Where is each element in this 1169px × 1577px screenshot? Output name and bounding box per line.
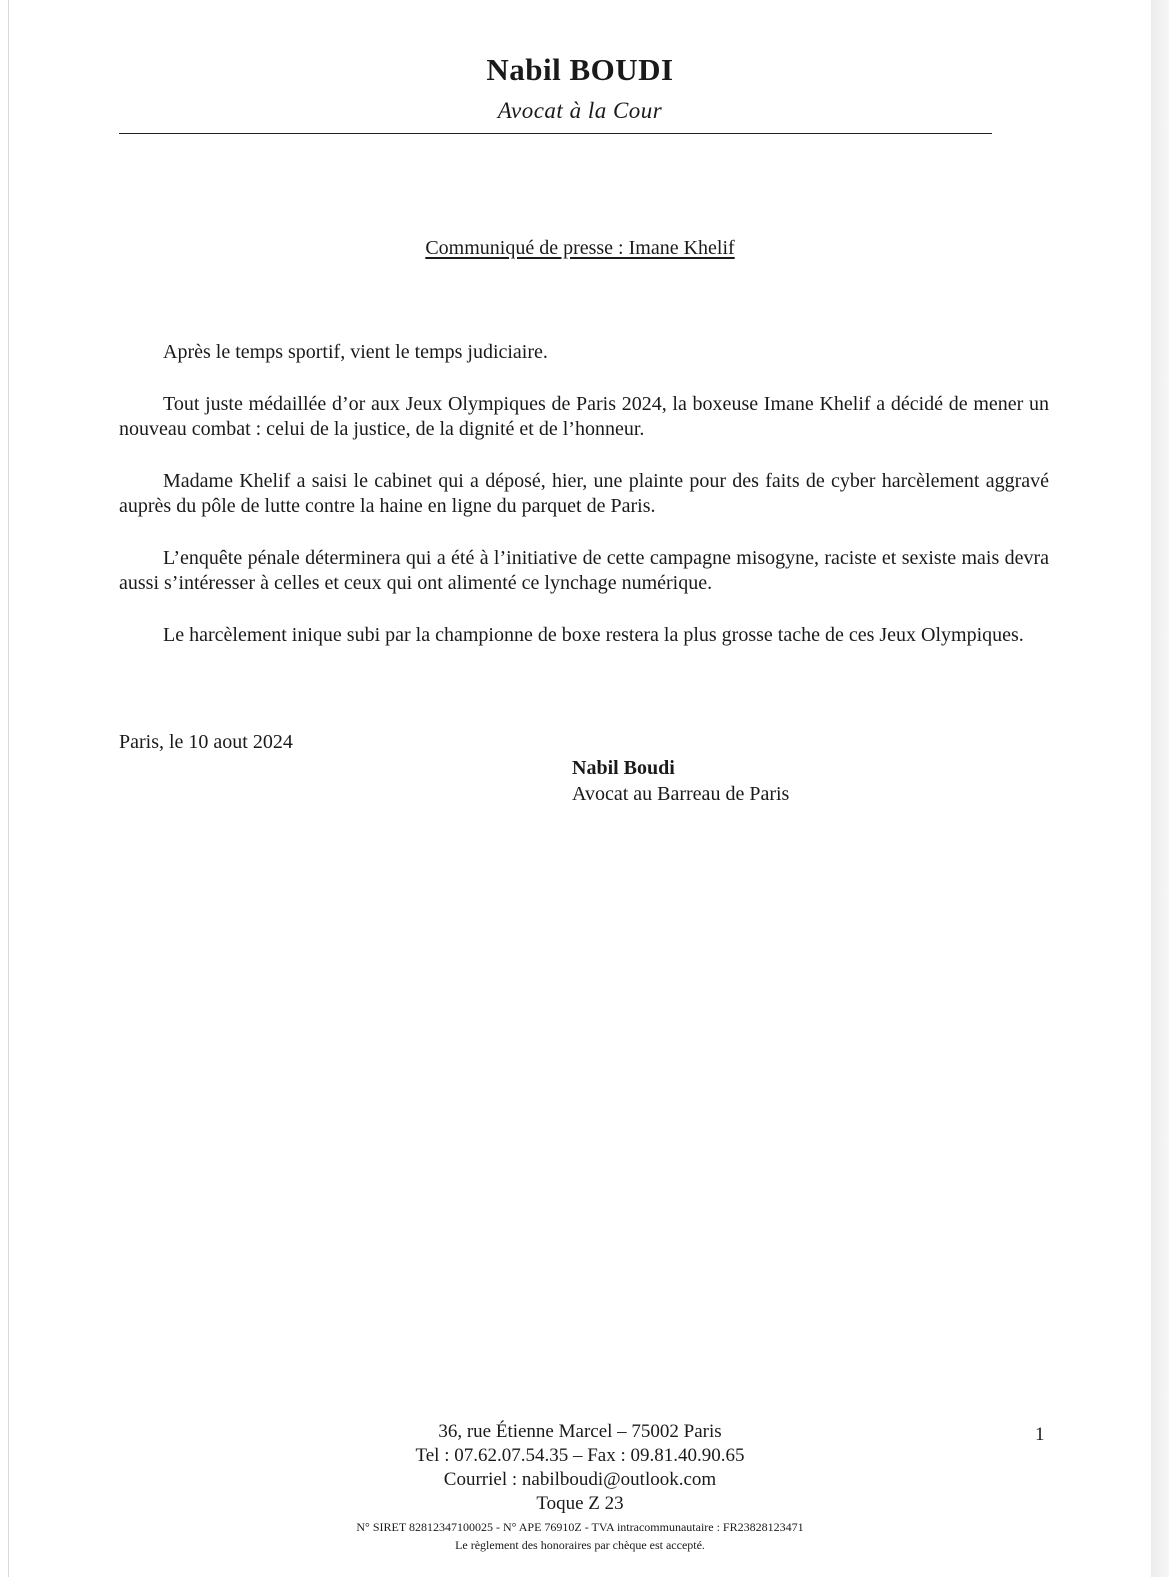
footer-payment: Le règlement des honoraires par chèque est accepté.: [455, 1538, 705, 1552]
date-line: Paris, le 10 aout 2024: [119, 731, 293, 753]
body-paragraph: Madame Khelif a saisi le cabinet qui a déposé, hier, une plainte pour des faits de cyber harcèlement aggravé auprès du pôle de lutte contre la haine en ligne du parquet de Paris.: [119, 470, 1049, 517]
letterhead-name: Nabil BOUDI: [486, 52, 674, 87]
letterhead-subtitle: Avocat à la Cour: [497, 98, 663, 123]
footer-toque: Toque Z 23: [536, 1493, 624, 1514]
footer-address: 36, rue Étienne Marcel – 75002 Paris: [438, 1421, 722, 1442]
signature-title: Avocat au Barreau de Paris: [572, 783, 790, 805]
body-paragraph: L’enquête pénale déterminera qui a été à l’initiative de cette campagne misogyne, raciste et sexiste mais devra aussi s’intéresser à celles et ceux qui ont alimenté ce lynchage numérique.: [119, 547, 1049, 594]
page-number: 1: [1035, 1424, 1045, 1445]
page-edge-shadow: [1151, 0, 1169, 1577]
document-title: Communiqué de presse : Imane Khelif: [425, 237, 735, 259]
footer-email: Courriel : nabilboudi@outlook.com: [443, 1469, 717, 1490]
body-paragraph: Le harcèlement inique subi par la championne de boxe restera la plus grosse tache de ces Jeux Olympiques.: [163, 624, 1024, 646]
body-paragraph: Tout juste médaillée d’or aux Jeux Olympiques de Paris 2024, la boxeuse Imane Khelif a décidé de mener un nouveau combat : celui de la justice, de la dignité et de l’honneur.: [119, 393, 1049, 440]
footer-phone-fax: Tel : 07.62.07.54.35 – Fax : 09.81.40.90.65: [415, 1445, 745, 1466]
document-body: [119, 340, 1049, 675]
footer-legal: N° SIRET 82812347100025 - N° APE 76910Z - TVA intracommunautaire : FR23828123471: [356, 1520, 804, 1534]
signature-name: Nabil Boudi: [572, 757, 675, 779]
letterhead-rule: [119, 133, 992, 134]
body-paragraph: Après le temps sportif, vient le temps judiciaire.: [163, 341, 548, 363]
document-page: [8, 0, 1152, 1577]
